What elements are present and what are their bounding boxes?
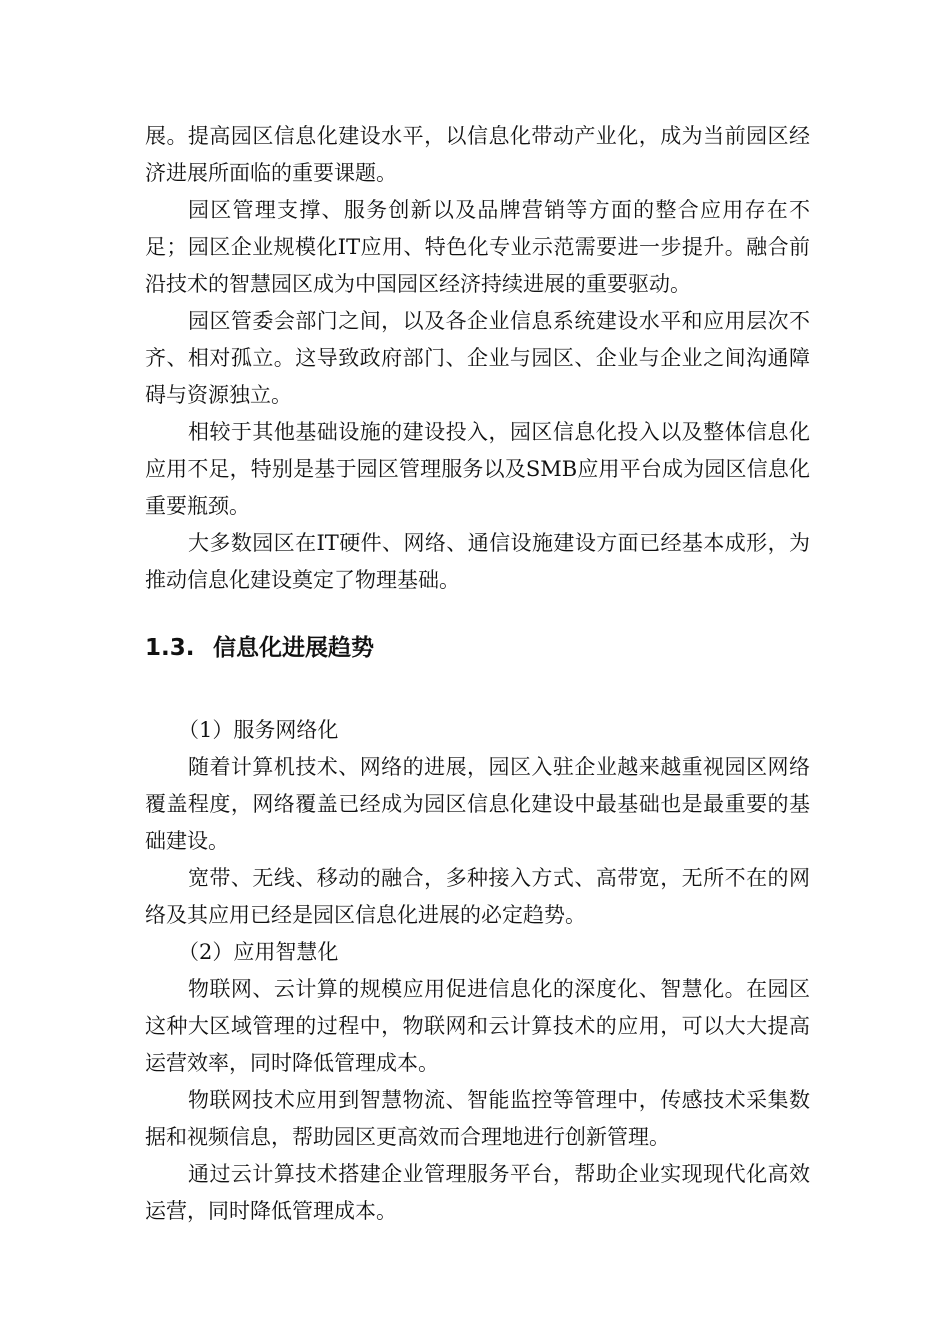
subsection-label: （2）应用智慧化 — [178, 940, 339, 964]
paragraph: 园区管委会部门之间，以及各企业信息系统建设水平和应用层次不齐、相对孤立。这导致政府部门、企业与园区、企业与企业之间沟通障碍与资源独立。 — [145, 309, 810, 407]
section-heading — [145, 630, 374, 667]
paragraph: 园区管理支撑、服务创新以及品牌营销等方面的整合应用存在不足；园区企业规模化IT应用、特色化专业示范需要进一步提升。融合前沿技术的智慧园区成为中国园区经济持续进展的重要驱动。 — [145, 198, 810, 296]
paragraph: 通过云计算技术搭建企业管理服务平台，帮助企业实现现代化高效运营，同时降低管理成本。 — [145, 1162, 810, 1223]
subsection-label: （1）服务网络化 — [178, 718, 339, 742]
paragraph: 宽带、无线、移动的融合，多种接入方式、高带宽，无所不在的网络及其应用已经是园区信息化进展的必定趋势。 — [145, 866, 810, 927]
section-title: 信息化进展趋势 — [213, 635, 374, 661]
paragraph: 随着计算机技术、网络的进展，园区入驻企业越来越重视园区网络覆盖程度，网络覆盖已经成为园区信息化建设中最基础也是最重要的基础建设。 — [145, 755, 810, 853]
paragraph: 大多数园区在IT硬件、网络、通信设施建设方面已经基本成形，为推动信息化建设奠定了物理基础。 — [145, 531, 810, 592]
paragraph: 物联网技术应用到智慧物流、智能监控等管理中，传感技术采集数据和视频信息，帮助园区更高效而合理地进行创新管理。 — [145, 1088, 810, 1149]
paragraph: 物联网、云计算的规模应用促进信息化的深度化、智慧化。在园区这种大区域管理的过程中，物联网和云计算技术的应用，可以大大提高运营效率，同时降低管理成本。 — [145, 977, 810, 1075]
paragraph: 展。提高园区信息化建设水平，以信息化带动产业化，成为当前园区经济进展所面临的重要课题。 — [145, 124, 810, 185]
section-number: 1.3. — [145, 635, 195, 661]
paragraph: 相较于其他基础设施的建设投入，园区信息化投入以及整体信息化应用不足，特别是基于园区管理服务以及SMB应用平台成为园区信息化重要瓶颈。 — [145, 420, 810, 518]
